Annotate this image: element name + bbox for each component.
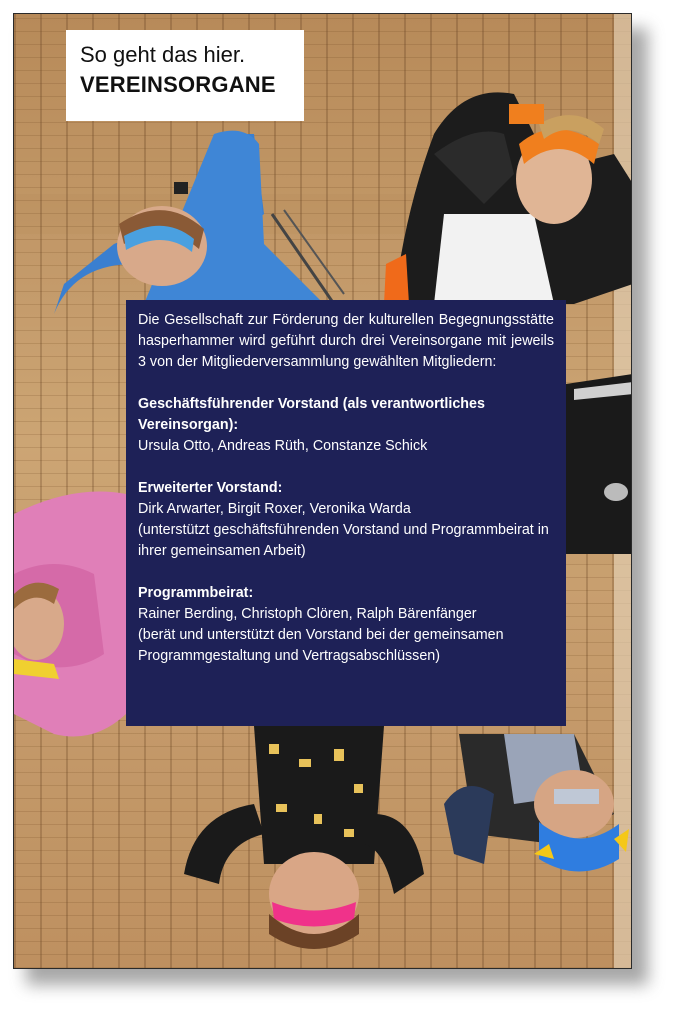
section-members: Dirk Arwarter, Birgit Roxer, Veronika Warda	[138, 501, 411, 517]
person-pink-blouse	[14, 492, 126, 737]
section-members: Ursula Otto, Andreas Rüth, Constanze Schick	[138, 438, 428, 454]
section-extended-board	[138, 478, 554, 562]
poster	[13, 13, 632, 969]
title-box	[66, 30, 304, 121]
poster-heading: VEREINSORGANE	[80, 72, 276, 97]
section-heading: Erweiterter Vorstand:	[138, 480, 283, 496]
section-heading: Programmbeirat:	[138, 585, 254, 601]
intro-text: Die Gesellschaft zur Förderung der kulturellen Begegnungsstätte hasperhammer wird geführt durch drei Vereinsorgane mit jeweils 3 von der Mitgliederversammlung gewählten Mitgliedern:	[138, 312, 554, 370]
person-right-black	[566, 374, 632, 554]
section-executive-board	[138, 394, 554, 457]
section-program-council	[138, 583, 554, 667]
info-box	[126, 300, 566, 726]
poster-title: So geht das hier.	[80, 42, 246, 67]
section-note: (berät und unterstützt den Vorstand bei der gemeinsamen Programmgestaltung und Vertragsabschlüssen)	[138, 627, 504, 664]
section-members: Rainer Berding, Christoph Clören, Ralph Bärenfänger	[138, 606, 477, 622]
section-note: (unterstützt geschäftsführenden Vorstand und Programmbeirat in ihrer gemeinsamen Arbeit)	[138, 522, 549, 559]
section-heading: Geschäftsführender Vorstand (als verantwortliches Vereinsorgan):	[138, 396, 485, 433]
